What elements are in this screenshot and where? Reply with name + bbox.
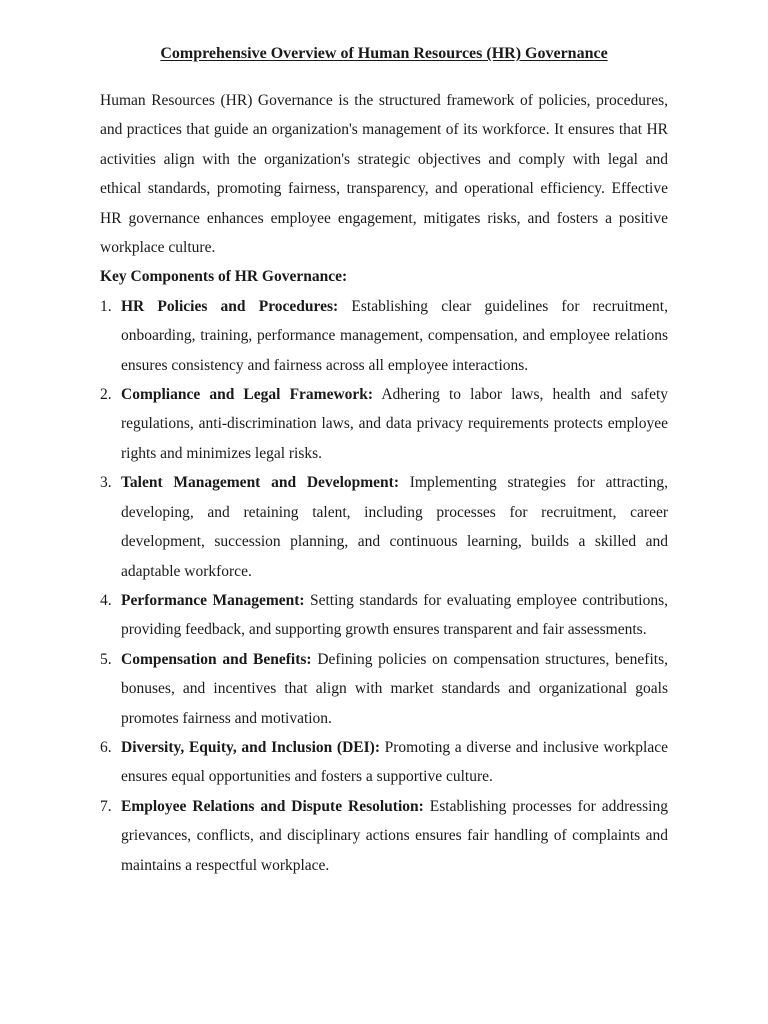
list-item [100, 468, 668, 586]
intro-paragraph: Human Resources (HR) Governance is the structured framework of policies, procedures, and practices that guide an organization's management of its workforce. It ensures that HR activities align with the organization's strategic objectives and comply with legal and ethical standards, promoting fairness, transparency, and operational efficiency. Effective HR governance enhances employee engagement, mitigates risks, and fosters a positive workplace culture. [100, 92, 668, 257]
list-item [100, 586, 668, 645]
item-text: Implementing strategies for attracting, developing, and retaining talent, including processes for recruitment, career development, succession planning, and continuous learning, builds a skilled and adaptable workforce. [121, 474, 668, 580]
item-term: Employee Relations and Dispute Resolution: [121, 797, 424, 815]
item-text: Promoting a diverse and inclusive workplace ensures equal opportunities and fosters a supportive culture. [121, 738, 668, 786]
item-term: Compensation and Benefits: [121, 650, 312, 668]
item-number: 7. [100, 797, 112, 815]
section-heading: Key Components of HR Governance: [100, 268, 348, 286]
item-number: 1. [100, 297, 112, 315]
list-item [100, 645, 668, 733]
list-item [100, 380, 668, 468]
item-number: 4. [100, 591, 112, 609]
key-components-list [100, 292, 668, 880]
document-title: Comprehensive Overview of Human Resources (HR) Governance [160, 45, 608, 62]
item-text: Setting standards for evaluating employee contributions, providing feedback, and supporting growth ensures transparent and fair assessments. [121, 591, 668, 639]
item-number: 3. [100, 474, 112, 492]
list-item [100, 792, 668, 880]
item-text: Adhering to labor laws, health and safety regulations, anti-discrimination laws, and data privacy requirements protects employee rights and minimizes legal risks. [121, 386, 669, 462]
item-number: 2. [100, 386, 112, 404]
list-item [100, 292, 668, 380]
item-text: Establishing clear guidelines for recruitment, onboarding, training, performance management, compensation, and employee relations ensures consistency and fairness across all employee interactions. [121, 297, 668, 374]
item-term: Diversity, Equity, and Inclusion (DEI): [121, 738, 380, 756]
item-term: HR Policies and Procedures: [121, 297, 339, 315]
item-term: Performance Management: [121, 591, 305, 609]
item-number: 5. [100, 650, 112, 668]
item-number: 6. [100, 738, 112, 756]
item-term: Talent Management and Development: [121, 474, 399, 492]
item-term: Compliance and Legal Framework: [121, 386, 374, 404]
item-text: Defining policies on compensation structures, benefits, bonuses, and incentives that align with market standards and organizational goals promotes fairness and motivation. [121, 650, 668, 727]
list-item [100, 733, 668, 792]
item-text: Establishing processes for addressing grievances, conflicts, and disciplinary actions ensures fair handling of complaints and maintains a respectful workplace. [121, 797, 668, 874]
